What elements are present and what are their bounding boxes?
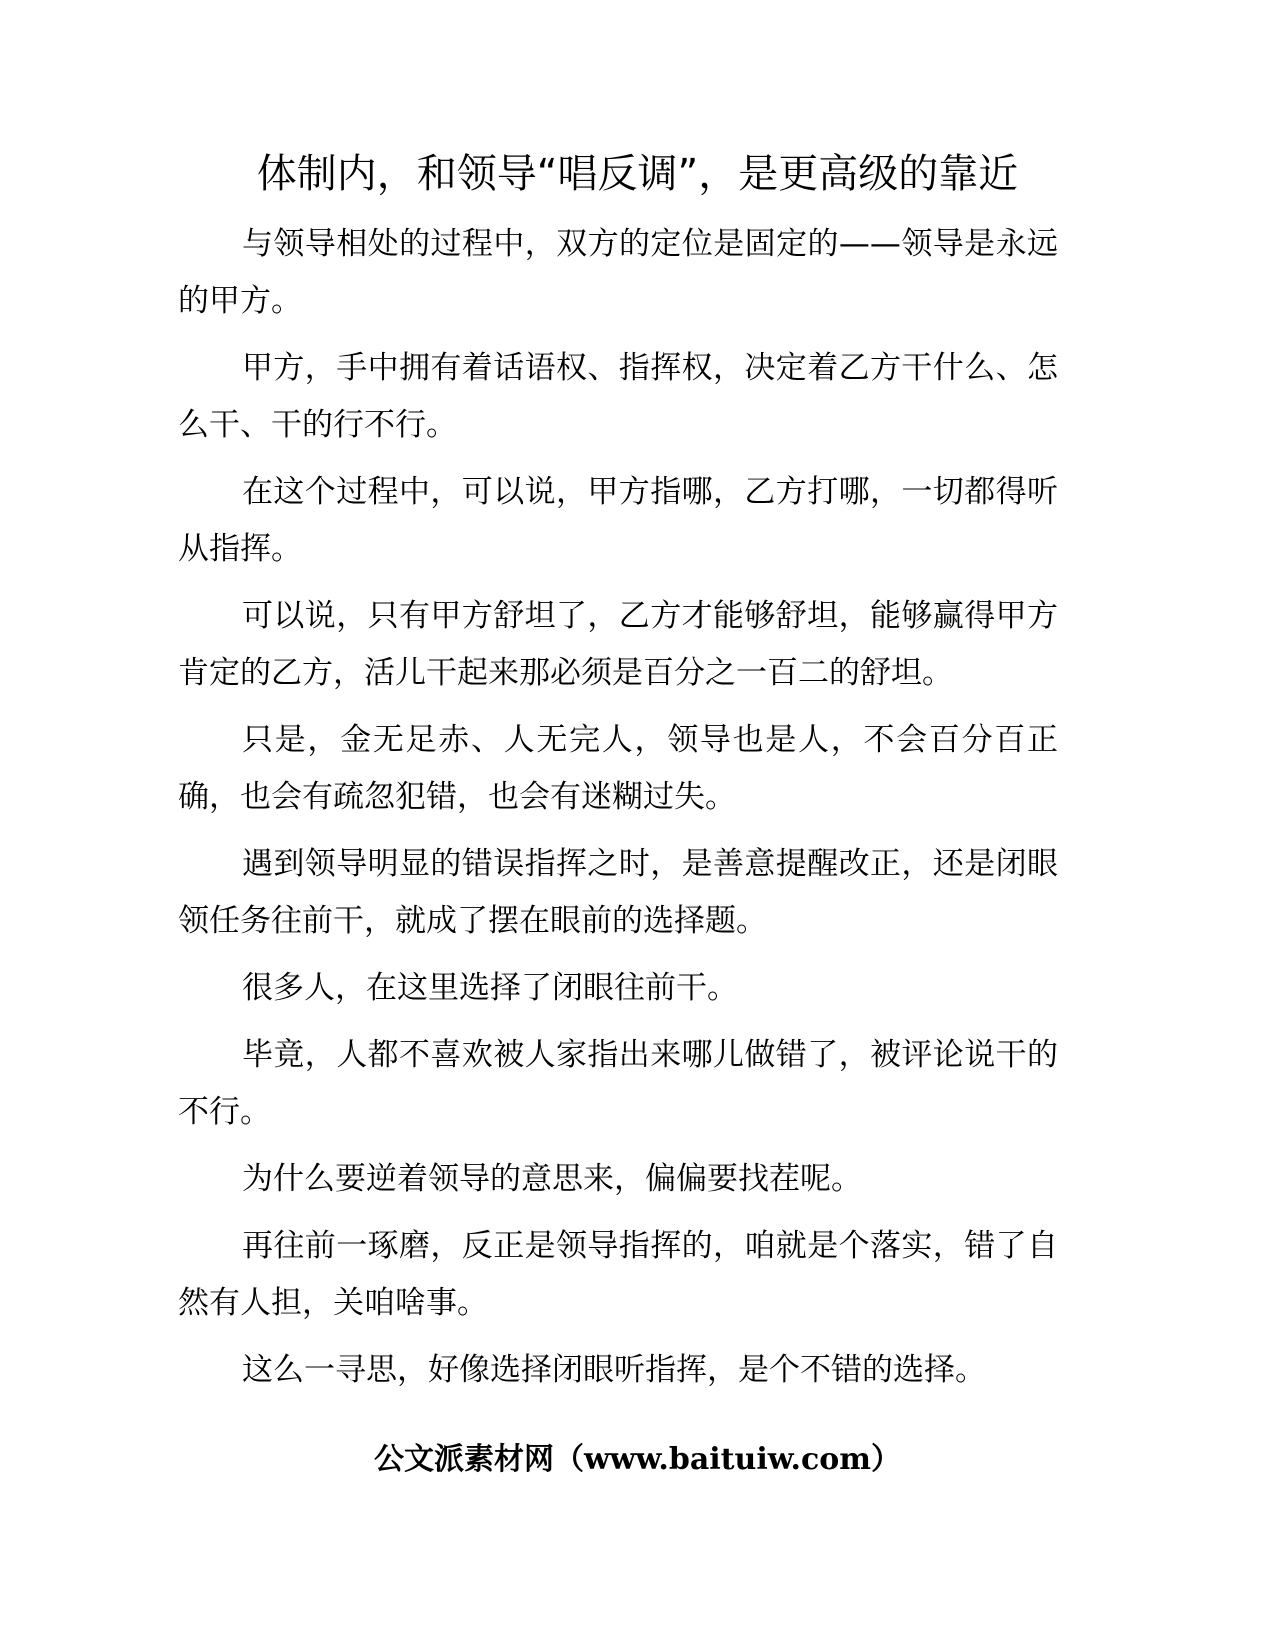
paragraph-5: 只是，金无足赤、人无完人，领导也是人，不会百分百正确，也会有疏忽犯错，也会有迷糊过失。 — [178, 722, 1058, 815]
paragraph-9: 为什么要逆着领导的意思来，偏偏要找茬呢。 — [242, 1161, 862, 1197]
paragraph-1: 与领导相处的过程中，双方的定位是固定的——领导是永远的甲方。 — [178, 226, 1058, 319]
paragraph-6: 遇到领导明显的错误指挥之时，是善意提醒改正，还是闭眼领任务往前干，就成了摆在眼前的选择题。 — [178, 846, 1058, 939]
paragraph-11: 这么一寻思，好像选择闭眼听指挥，是个不错的选择。 — [242, 1352, 986, 1388]
document-title: 体制内，和领导“唱反调”，是更高级的靠近 — [256, 151, 1019, 197]
page-footer-source: 公文派素材网（www.baituiw.com） — [373, 1442, 902, 1477]
paragraph-4: 可以说，只有甲方舒坦了，乙方才能够舒坦，能够赢得甲方肯定的乙方，活儿干起来那必须是百分之一百二的舒坦。 — [178, 598, 1058, 691]
paragraph-10: 再往前一琢磨，反正是领导指挥的，咱就是个落实，错了自然有人担，关咱啥事。 — [178, 1228, 1058, 1321]
document-body — [178, 216, 1058, 1409]
paragraph-8: 毕竟，人都不喜欢被人家指出来哪儿做错了，被评论说干的不行。 — [178, 1037, 1058, 1130]
paragraph-7: 很多人，在这里选择了闭眼往前干。 — [242, 970, 738, 1006]
paragraph-2: 甲方，手中拥有着话语权、指挥权，决定着乙方干什么、怎么干、干的行不行。 — [178, 350, 1058, 443]
paragraph-3: 在这个过程中，可以说，甲方指哪，乙方打哪，一切都得听从指挥。 — [178, 474, 1058, 567]
